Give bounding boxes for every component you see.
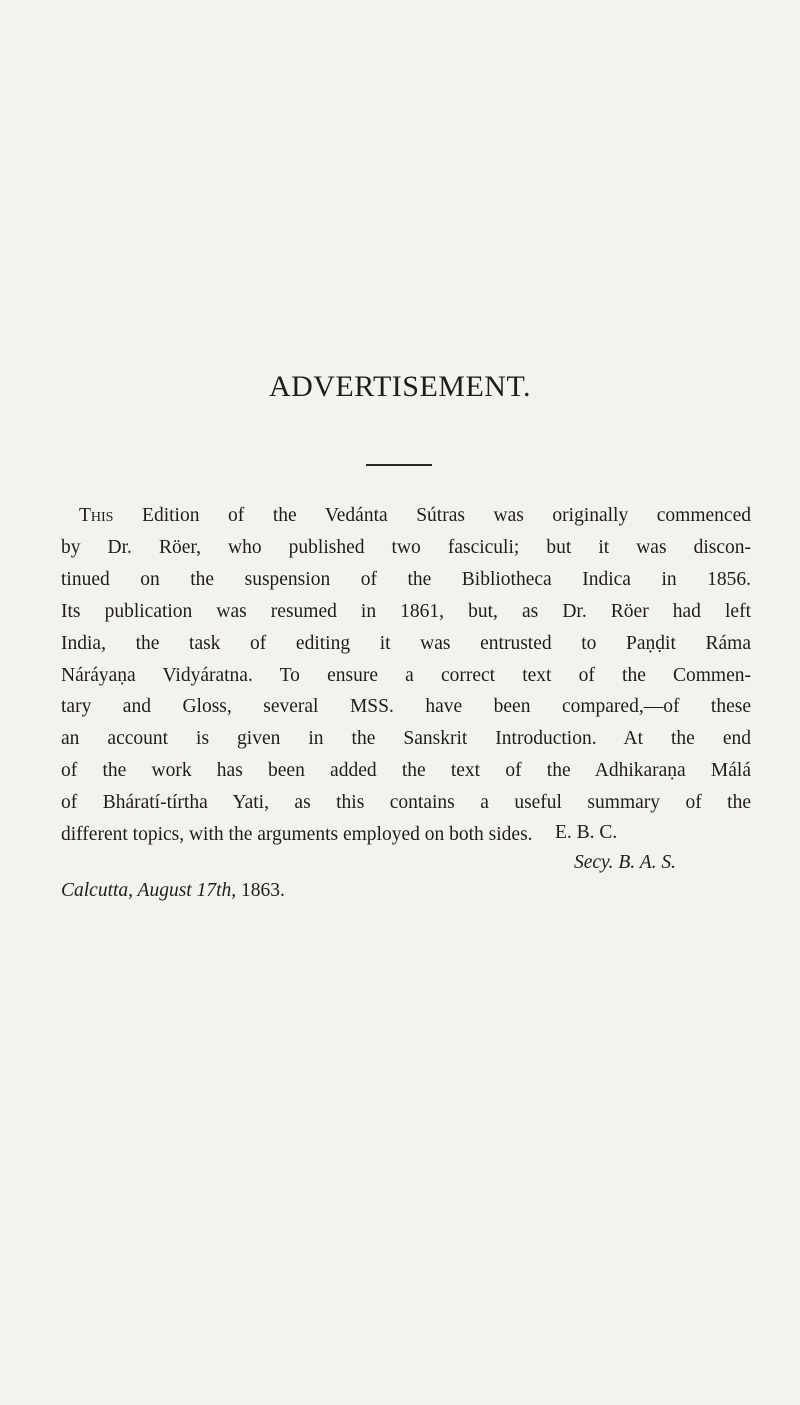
page-title: ADVERTISEMENT. [268, 370, 532, 403]
body-line-4: Its publication was resumed in 1861, but, as Dr. Röer had left [61, 600, 751, 622]
body-line-1-text: Edition of the Vedánta Sútras was originally commenced [113, 505, 751, 526]
body-line-2: by Dr. Röer, who published two fasciculi; but it was discon- [61, 536, 751, 558]
body-line-3: tinued on the suspension of the Bibliotheca Indica in 1856. [61, 568, 751, 590]
signature-title: Secy. B. A. S. [574, 852, 676, 873]
advertisement-body [61, 500, 751, 851]
title-rule-divider [366, 464, 432, 466]
body-line-9: of the work has been added the text of the Adhikaraṇa Málá [61, 760, 751, 782]
signature-initials: E. B. C. [555, 822, 618, 843]
body-line-1 [61, 500, 751, 532]
body-line-11: different topics, with the arguments employed on both sides. [61, 824, 533, 846]
body-line-10: of Bháratí-tírtha Yati, as this contains a useful summary of the [61, 792, 751, 814]
drop-word: This [79, 505, 114, 526]
dateline [61, 877, 285, 905]
body-line-8: an account is given in the Sanskrit Introduction. At the end [61, 728, 751, 750]
body-line-5: India, the task of editing it was entrusted to Paṇḍit Ráma [61, 632, 751, 654]
body-line-6: Náráyaṇa Vidyáratna. To ensure a correct text of the Commen- [61, 664, 751, 686]
body-line-7: tary and Gloss, several MSS. have been compared,—of these [61, 696, 751, 718]
dateline-year: 1863. [236, 880, 285, 901]
dateline-place-date: Calcutta, August 17th, [61, 880, 237, 901]
